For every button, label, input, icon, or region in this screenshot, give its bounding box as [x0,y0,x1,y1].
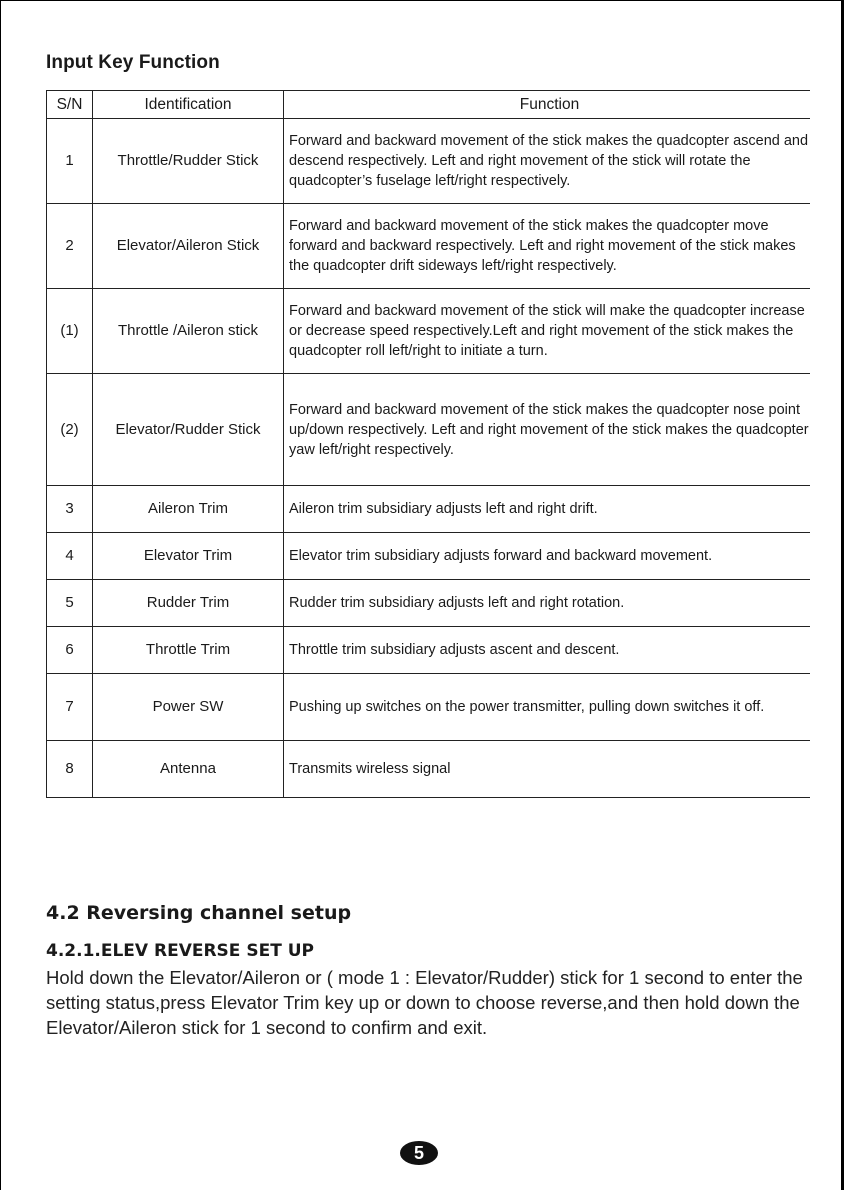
row-identification: Elevator Trim [93,533,284,580]
row-identification: Aileron Trim [93,486,284,533]
table-row [47,627,811,674]
row-function: Forward and backward movement of the stick makes the quadcopter ascend and descend respectively. Left and right movement of the stick will rotate the quadcopter’s fuselage left/right respectively. [284,119,811,204]
row-identification: Elevator/Aileron Stick [93,204,284,289]
table-row [47,741,811,798]
input-key-table [46,90,810,798]
row-identification: Elevator/Rudder Stick [93,374,284,486]
elev-reverse-instructions: Hold down the Elevator/Aileron or ( mode 1 : Elevator/Rudder) stick for 1 second to enter the setting status,press Elevator Trim key up or down to choose reverse,and then hold down the Elevator/Aileron stick for 1 second to confirm and exit. [46,967,803,1038]
row-identification: Antenna [93,741,284,798]
table-row [47,533,811,580]
row-sn: 4 [47,533,93,580]
row-function: Transmits wireless signal [284,741,811,798]
row-function: Aileron trim subsidiary adjusts left and right drift. [284,486,811,533]
row-sn: 1 [47,119,93,204]
table-header-row [47,91,811,119]
table-row [47,289,811,374]
row-sn: (2) [47,374,93,486]
section-title: Input Key Function [46,52,220,73]
row-function: Elevator trim subsidiary adjusts forward and backward movement. [284,533,811,580]
header-function: Function [284,91,811,119]
row-identification: Power SW [93,674,284,741]
row-function: Throttle trim subsidiary adjusts ascent and descent. [284,627,811,674]
header-sn: S/N [47,91,93,119]
header-identification: Identification [93,91,284,119]
row-function: Forward and backward movement of the stick will make the quadcopter increase or decrease speed respectively.Left and right movement of the stick makes the quadcopter roll left/right to initiate a turn. [284,289,811,374]
row-identification: Throttle Trim [93,627,284,674]
row-sn: 6 [47,627,93,674]
row-sn: (1) [47,289,93,374]
table-row [47,119,811,204]
row-sn: 7 [47,674,93,741]
row-function: Pushing up switches on the power transmitter, pulling down switches it off. [284,674,811,741]
row-sn: 2 [47,204,93,289]
row-sn: 5 [47,580,93,627]
row-function: Forward and backward movement of the stick makes the quadcopter nose point up/down respectively. Left and right movement of the stick makes the quadcopter yaw left/right respectively. [284,374,811,486]
table-row [47,486,811,533]
row-identification: Throttle /Aileron stick [93,289,284,374]
table-row [47,204,811,289]
table-row [47,580,811,627]
row-sn: 3 [47,486,93,533]
row-function: Forward and backward movement of the stick makes the quadcopter move forward and backward respectively. Left and right movement of the stick makes the quadcopter drift sideways left/right respectively. [284,204,811,289]
table-row [47,674,811,741]
row-identification: Rudder Trim [93,580,284,627]
table-row [47,374,811,486]
reversing-heading: 4.2 Reversing channel setup [46,902,352,924]
row-identification: Throttle/Rudder Stick [93,119,284,204]
row-sn: 8 [47,741,93,798]
page-number: 5 [400,1141,438,1165]
row-function: Rudder trim subsidiary adjusts left and right rotation. [284,580,811,627]
elev-reverse-subheading: 4.2.1.ELEV REVERSE SET UP [46,941,314,961]
